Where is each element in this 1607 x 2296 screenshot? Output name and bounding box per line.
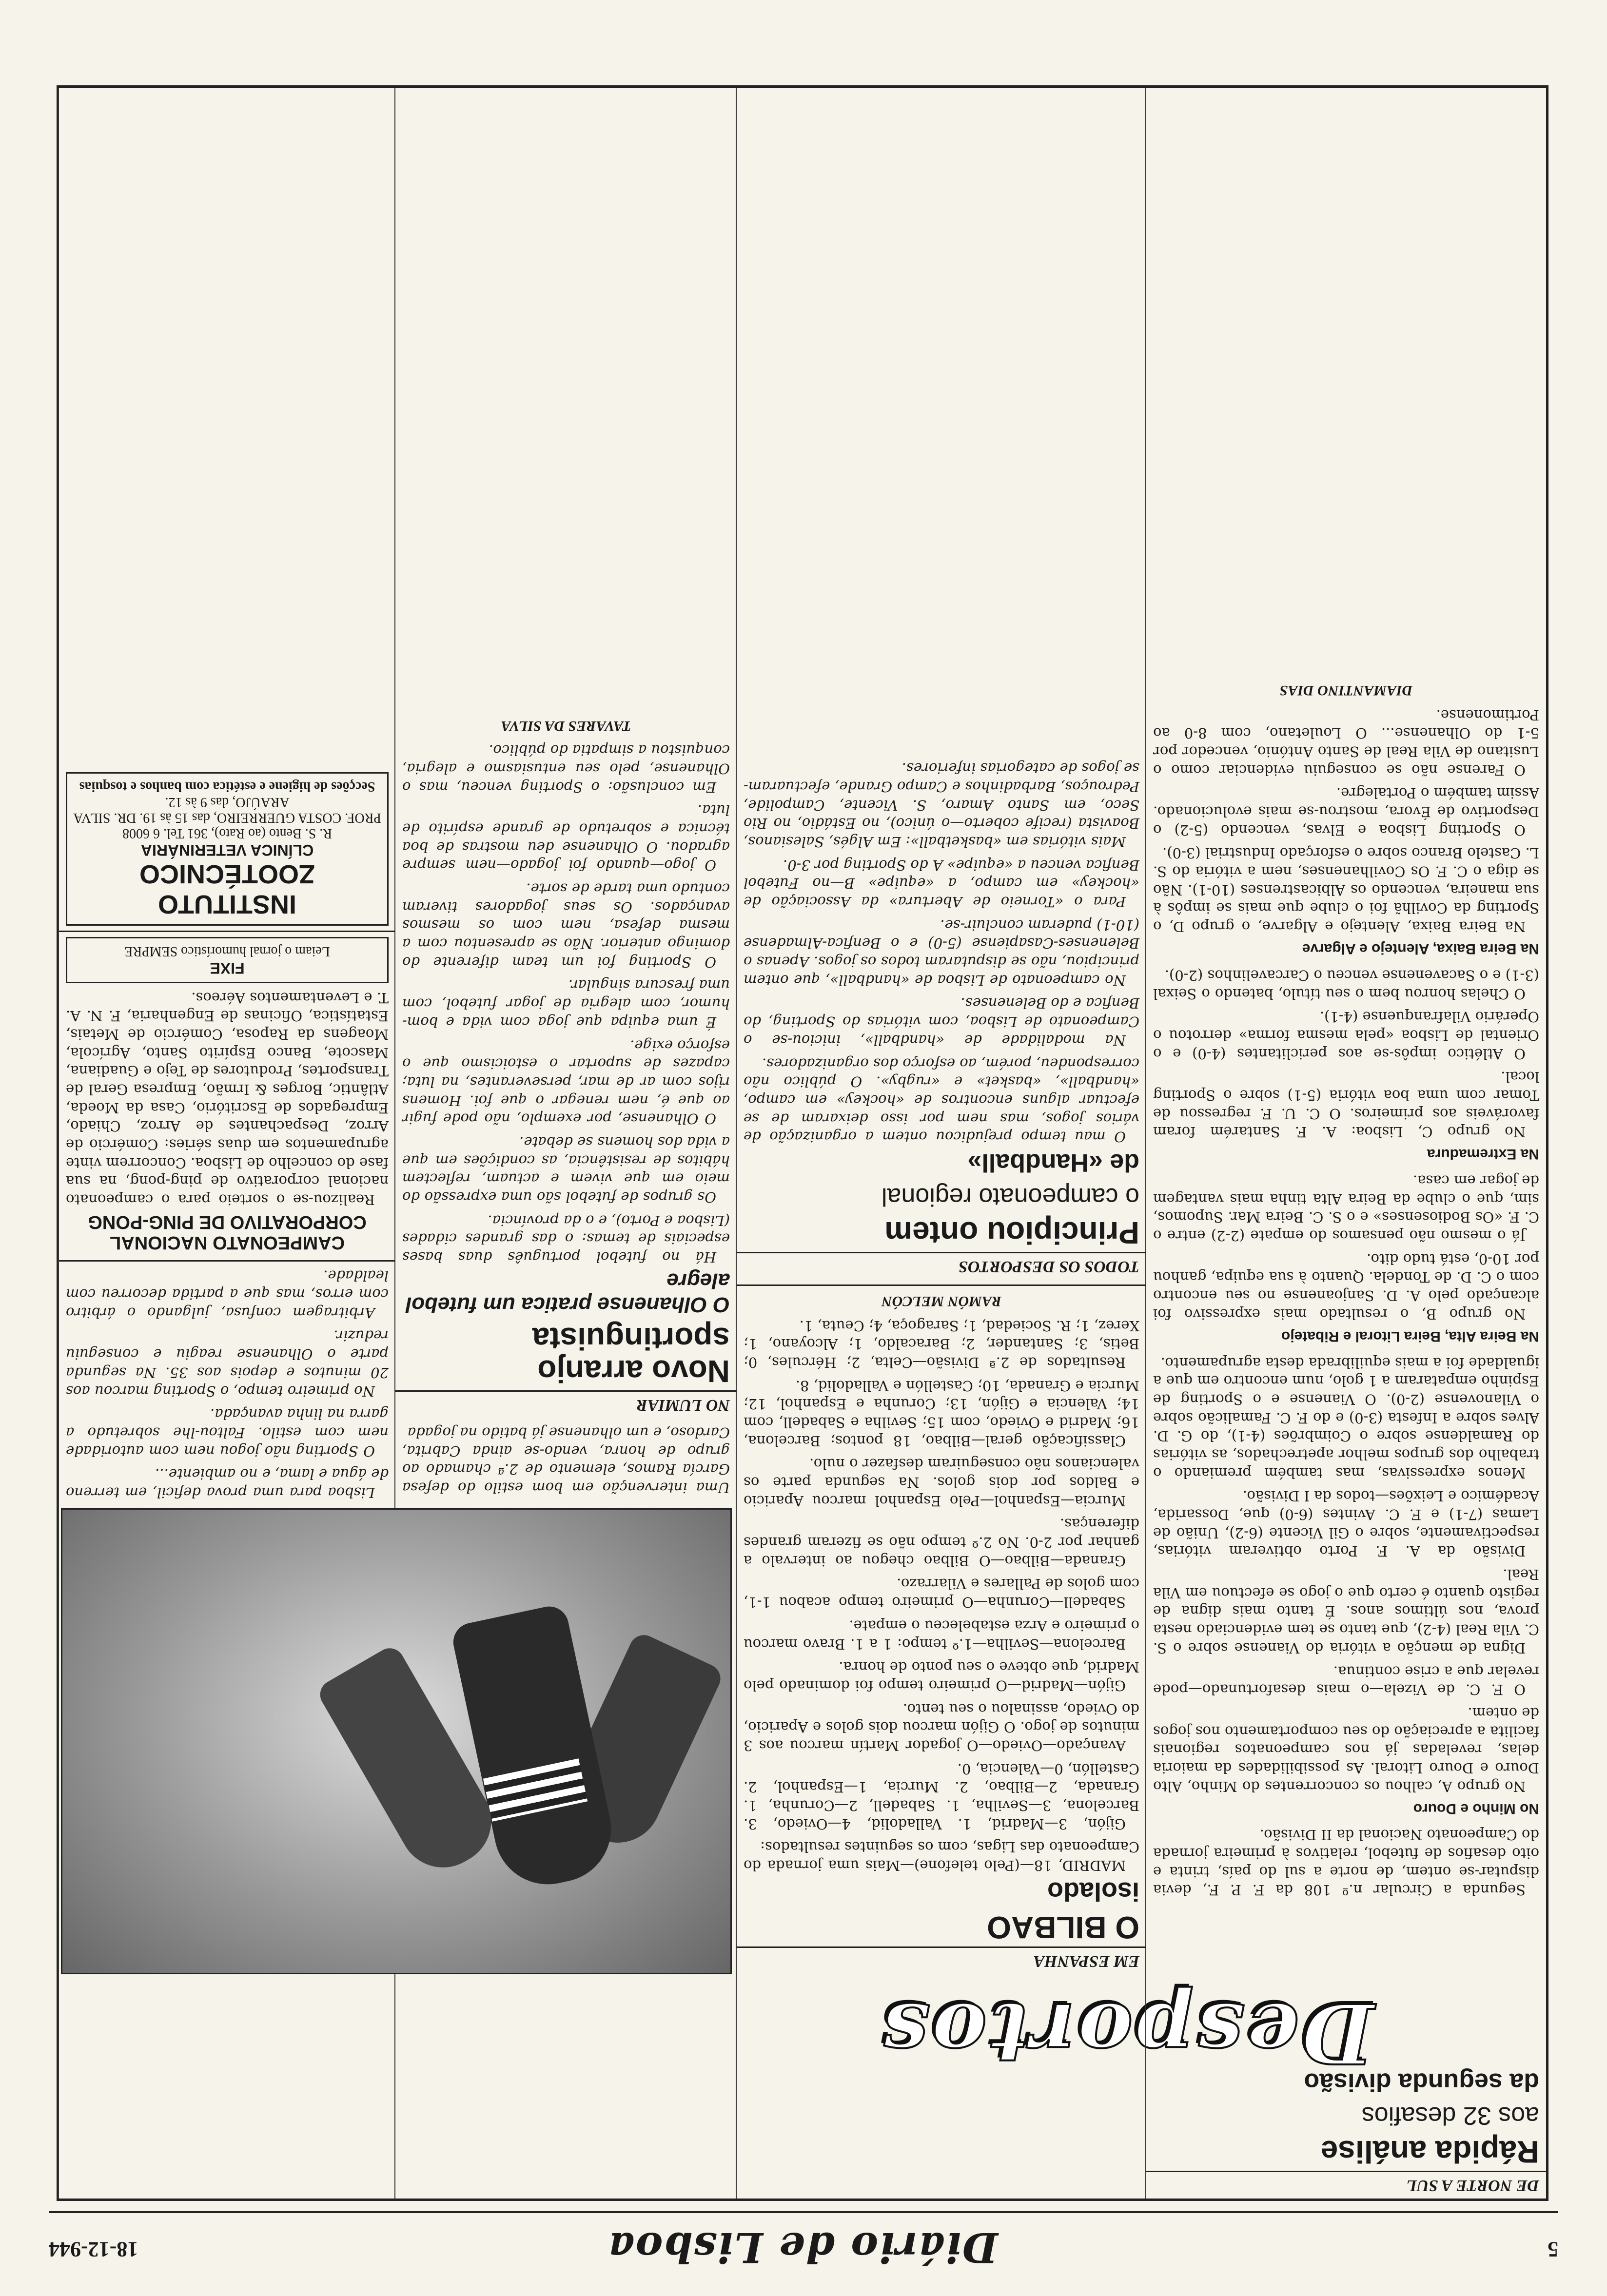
kicker: TODOS OS DESPORTOS	[737, 1252, 1146, 1280]
headline: O BILBAO	[987, 1910, 1139, 1945]
paragraph: O jogo—quando foi jogado—nem sempre agradou. O Olhanense deu mostras de boa técnica e sobretudo de grande espírito de luta.	[402, 802, 730, 874]
kicker: NO LUMIAR	[395, 1390, 737, 1418]
paragraph: O Olhanense, por exemplo, não pode fugir ao que é, nem renegar o que foi. Homens rijos com ar de mar, perseverantes, na luta; capazes de suportar o estoicismo que o esforço exige.	[402, 1037, 730, 1128]
column-espanha	[736, 88, 1146, 2199]
paragraph: Já o mesmo não pensamos do empate (2-2) entre o C. F. «Os Bodiosenses» e o S. C. Beira Mar. Supomos, sim, que o clube da Beira Alta tinha mais vantagem de jogar em casa.	[1153, 1172, 1539, 1245]
paragraph: No campeonato de Lisboa de «handball», que ontem principiou, não se disputaram todos os jogos. Apenas o Belenenses-Casapiense (5-0) e o Benfica-Almadense (10-1) puderam concluir-se.	[744, 916, 1139, 989]
column-segunda-divisao	[1145, 88, 1546, 2199]
advertisement	[66, 772, 389, 926]
paragraph: Murcia—Espanhol—Pelo Espanhol marcou Aparicio e Baldos por dois golos. Na segunda parte os valencianos não conseguiram desfazer o nulo.	[744, 1456, 1139, 1509]
section-heading: Na Beira Alta, Beira Litoral e Ribatejo	[1281, 1328, 1539, 1344]
paragraph: MADRID, 18—(Pelo telefone)—Mais uma jornada do Campeonato das Ligas, com os seguintes resultados:	[744, 1839, 1139, 1874]
paragraph: No grupo B, o resultado mais expressivo foi alcançado pelo A. D. Sanjoanense no seu encontro com o C. D. de Tondela. Quanto à sua equipa, ganhou por 10-0, está tudo dito.	[1153, 1250, 1539, 1323]
ad-services: Secções de higiene e estética com banhos e tosquias	[79, 778, 375, 794]
paragraph: No grupo A, calhou os concorrentes do Minho, Alto Douro e Douro Litoral. As possibilidades da maioria delas, reveladas já nos campeonatos regionais facilita a apreciação do seu comportamento nos jogos de ontem.	[1153, 1704, 1539, 1795]
ad-address: R. S. Bento (ao Rato), 361 Tel. 6 6008	[122, 825, 332, 841]
article-continuation	[59, 1266, 395, 1501]
paragraph: Granada—Bilbao—O Bilbao chegou ao intervalo a ganhar por 2-0. No 2.º tempo não se fizeram grandes diferenças.	[744, 1516, 1139, 1569]
paragraph: O Atlético impôs-se aos periclitantes (4-0) e o Oriental de Lisboa «pela mesma forma» derrotou o Operário Vilafranquense (4-1).	[1153, 1009, 1539, 1062]
paragraph: Em conclusão: o Sporting venceu, mas o Olhanense, pelo seu entusiasmo e alegria, conquistou a simpatia do público.	[402, 742, 730, 796]
promo-note: Leiam o jornal humorístico SEMPRE	[124, 943, 330, 959]
byline: TAVARES DA SILVA	[501, 718, 631, 734]
paragraph: Gijón—Madrid—O primeiro tempo foi dominado pelo Madrid, que obteve o seu ponto de honra.	[744, 1659, 1139, 1694]
article-body	[737, 1293, 1146, 1874]
paragraph: Gijón, 3—Madrid, 1. Valladolid, 4—Oviedo, 3. Barcelona, 3—Sevilha, 1. Sabadell, 2—Corunha, 1. Granada, 2—Bilbao, 2. Murcia, 1—Espanhol, 2. Castellón, 0—Valencia, 0.	[744, 1760, 1139, 1832]
ad-subtitle: CLÍNICA VETERINÁRIA	[140, 841, 314, 859]
paragraph: Arbitragem confusa, julgando o árbitro com erros, mas que a partida decorreu com lealdade.	[66, 1267, 389, 1321]
paragraph: Classificação geral—Bilbao, 18 pontos; Barcelona, 16; Madrid e Oviedo, com 15; Sevilha e Sabadell, com 14; Valencia e Gijón, 13; Corunha e Espanhol, 12; Murcia e Granada, 10; Castellón e Valladolid, 8.	[744, 1377, 1139, 1449]
paragraph: Sabadell—Corunha—O primeiro tempo acabou 1-1, com golos de Pallares e Vilarrazo.	[744, 1576, 1139, 1611]
paragraph: O Sporting Lisboa e Elvas, vencendo (5-2) o Desportivo de Évora, mostrou-se mais evolucionado. Assim também o Portalegre.	[1153, 785, 1539, 838]
paragraph: Avançado—Oviedo—O jogador Martín marcou aos 3 minutos de jogo. O Gijón marcou dois golos e Aparicio, do Oviedo, assinalou o seu tento.	[744, 1700, 1139, 1754]
article-body	[1146, 682, 1546, 1899]
paragraph: O F. C. de Vizela—o mais desafortunado—pode revelar que a crise continua.	[1153, 1663, 1539, 1698]
paragraph: Digna de menção a vitória do Vianense sobre o S. C. Vila Real (4-2), que tanto se tem evidenciado nesta prova, nos últimos anos. É tanto mais digna de registo quanto é certo que o jogo se efectuou em Vila Real.	[1153, 1566, 1539, 1656]
section-heading: No Minho e Douro	[1413, 1800, 1539, 1817]
issue-date: 18-12-944	[49, 2238, 138, 2261]
photo-caption: Uma intervenção em bom estilo do defesa García Ramos, elemento de 2.ª chamado ao grupo de honra, vendo-se ainda Cabrita, Cardoso, e um olhanense já batido na jogada	[402, 1424, 730, 1496]
paragraph: Na Beira Baixa, Alentejo e Algarve, o grupo D, o Sporting da Covilhã foi o clube que mais se impôs à sua maneira, vencendo os Albicastrenses (10-1). Não se diga o C. F. Os Covilhanenses, nem a vitória do S. L. Castelo Branco sobre o esforçado Industrial (3-0).	[1153, 845, 1539, 935]
paragraph: Segunda a Circular n.º 108 da F. P. F., devia disputar-se ontem, de norte a sul do país, trinta e oito desafios de futebol, relativos à primeira jornada do Campeonato Nacional da II Divisão.	[1153, 1827, 1539, 1899]
paragraph: Mais vitórias em «basketball»: Em Algés, Salesianos, Boavista (recife coberto—o único), no Estádio, no Rio Seco, em Santo Amaro, S. Vicente, Campolide, Pedrouços, Barbadinhos e Campo Grande, efectuaram-se jogos de categorias inferiores.	[744, 760, 1139, 850]
subhead: isolado	[1047, 1876, 1139, 1906]
headline: Principiou ontem	[884, 1215, 1139, 1250]
paragraph: É uma equipa que joga com vida e bom-humor, com alegria de jogar futebol, com uma frescura singular.	[402, 977, 730, 1031]
byline: RAMÓN MELCÓN	[882, 1293, 1001, 1309]
paragraph: O Sporting foi um team diferente do domingo anterior. Não se apresentou com a mesma defesa, nem com os mesmos avançados. Os seus jogadores tiveram contudo uma tarde de sorte.	[402, 880, 730, 971]
kicker: DE NORTE A SUL	[1146, 2171, 1546, 2199]
pingpong-body	[59, 988, 395, 1208]
paragraph: Para o «Torneio de Abertura» da Associação de «hockey» em campo, a «equipe» B—no Futebol Benfica venceu a «equipe» A do Sporting por 3-0.	[744, 856, 1139, 911]
section-banner: Desportos	[879, 1984, 1374, 2082]
article-body	[737, 759, 1146, 1146]
paragraph: Menos expressivas, mas também premiando o trabalho dos grupos melhor apetrechados, as vitórias do Ramaldense sobre o Coimbrões (4-1), do G. D. Alves sobre a Infesta (3-0) e do F. C. Famalicão sobre o Vilanovense (2-0). O Vianense e o Sporting de Espinho empataram a 1 golo, num encontro em que a igualdade foi a mais equilibrada desta agrupamento.	[1153, 1354, 1539, 1481]
byline: DIAMANTINO DIAS	[1279, 682, 1413, 699]
promo-box	[66, 937, 389, 983]
paragraph: O Chelas honrou bem o seu título, batendo o Seixal (3-1) e o Sacavenense venceu o Carcavelinhos (2-0).	[1153, 967, 1539, 1002]
masthead	[49, 2211, 1558, 2277]
paragraph: Os grupos de futebol são uma expressão do meio em que vivem e actuam, reflectem hábitos de resistência, as condições em que a vida dos homens se debate.	[402, 1133, 730, 1206]
headline: Rápida análise	[1320, 2134, 1539, 2169]
subhead: O Olhanense pratica um futebol alegre	[405, 1269, 730, 1317]
paragraph: Lisboa para uma prova deficil, em terreno de água e lama, e no ambiente...	[66, 1466, 389, 1501]
article-body	[395, 718, 737, 1266]
paragraph: O Farense não se conseguiu evidenciar como o Lusitano de Vila Real de Santo António, vencedor por 5-1 do Olhanense... O Louletano, com 8-0 ao Portimonense.	[1153, 706, 1539, 778]
page-frame	[57, 85, 1548, 2201]
paragraph: No primeiro tempo, o Sporting marcou aos 20 minutos e depois aos 35. Na segunda parte o Olhanense reagiu e conseguiu reduzir.	[66, 1327, 389, 1400]
subhead-2: de «Handball»	[967, 1148, 1139, 1177]
kicker: EM ESPANHA	[737, 1946, 1146, 1974]
section-heading: Na Extremadura	[1427, 1146, 1539, 1163]
section-heading: Na Beira Baixa, Alentejo e Algarve	[1302, 941, 1539, 957]
paragraph: Barcelona—Sevilha—1.º tempo: 1 a 1. Bravo marcou o primeiro e Arza estabeleceu o empate.	[744, 1617, 1139, 1653]
paragraph: Há no futebol português duas bases especiais de temas: o das grandes cidades (Lisboa e Porto), e o da província.	[402, 1212, 730, 1266]
headline: Novo arranjo sportinguista	[532, 1321, 730, 1389]
page-number: 5	[1548, 2238, 1558, 2261]
ad-doctors: PROF. COSTA GUERREIRO, das 15 às 19. DR. SILVA ARAÚJO, das 9 às 12.	[73, 794, 381, 825]
subhead: o campeonato regional	[881, 1182, 1139, 1211]
ad-title: INSTITUTO ZOOTÉCNICO	[139, 859, 315, 919]
paragraph: O Sporting não jogou nem com autoridade nem com estilo. Faltou-lhe sobretudo a garra na linha avançada.	[66, 1406, 389, 1459]
subhead: aos 32 desafios	[1361, 2101, 1539, 2130]
paragraph: Realizou-se o sorteio para o campeonato nacional corporativo de ping-pong, na sua fase do concelho de Lisboa. Concorrem vinte agrupamentos em duas séries: Comércio de Arroz, Despachantes de Arroz, Chiado, Empregados de Escritório, Casa da Moeda, Atlântic, Borges & Irmão, Empresa Geral de Transportes, Produtores de Tejo e Guadiana, Mascote, Banco Espírito Santo, Agrícola, Moagens da Raposa, Comércio de Metais, Estatística, Oficinas de Engenharia, F. N. A. T. e Leventamentos Aéreos.	[66, 989, 389, 1208]
paragraph: Divisão da A. F. Porto obtiveram vitórias, respectivamente, sobre o Gil Vicente (6-2), União de Lamas (7-1) e F. C. Avintes (6-0) que, Dossarida, Académico e Leixões—todos da I Divisão.	[1153, 1488, 1539, 1560]
paragraph: O mau tempo prejudicou ontem a organização de vários jogos, mas nem por isso deixaram de se efectuar alguns encontros de «hockey» em campo, «handball», «basket» e «rugby». O público não correspondeu, porém, ao esforço dos organizadores.	[744, 1055, 1139, 1146]
paragraph: No grupo C, Lisboa: A. F. Santarém foram favoráveis aos primeiros. O C. U. F. regressou de Tomar com uma boa vitória (5-1) sobre o Sporting local.	[1153, 1069, 1539, 1141]
paragraph: Na modalidade de «handball», iniciou-se o Campeonato de Lisboa, com vitórias do Sporting, do Benfica e do Belenenses.	[744, 995, 1139, 1049]
promo-title: FIXE	[210, 959, 245, 977]
subhead-2: da segunda divisão	[1304, 2067, 1539, 2096]
pingpong-headline: CAMPEONATO NACIONAL CORPORATIVO DE PING-PONG	[88, 1211, 367, 1253]
match-photo	[61, 1508, 732, 1974]
newspaper-title: Diário de Lisboa	[607, 2223, 998, 2272]
paragraph: Resultados de 2.ª Divisão—Celta, 2; Hércules, 0; Betis, 3; Santander, 2; Baracaldo, 1; Alcoyano, 1; Xerez, 1; R. Sociedad, 1; Saragoça, 4; Ceuta, 1.	[744, 1317, 1139, 1371]
